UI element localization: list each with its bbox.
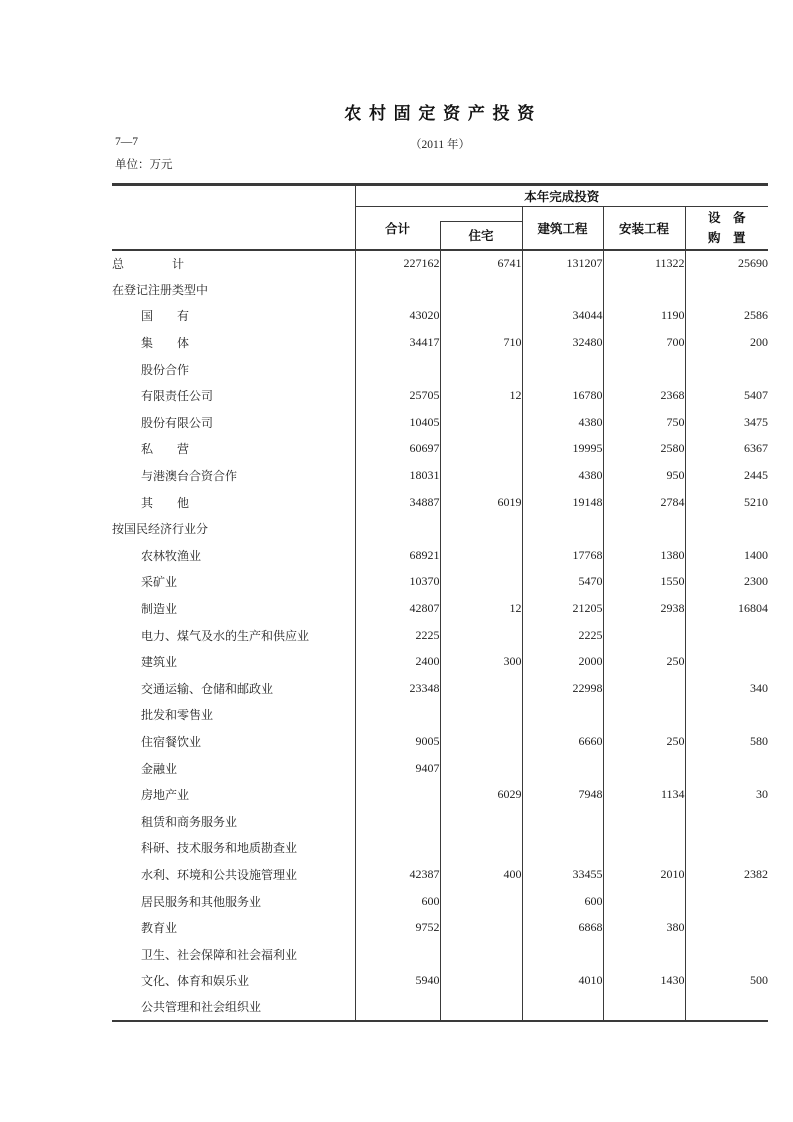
value-cell: 32480 [522, 329, 603, 356]
value-cell [603, 276, 685, 303]
value-cell: 42807 [355, 595, 440, 622]
value-cell: 10370 [355, 569, 440, 596]
value-cell: 710 [440, 329, 522, 356]
table-header [112, 185, 768, 250]
table-row [112, 569, 768, 596]
row-label: 金融业 [141, 761, 178, 776]
row-label: 房地产业 [141, 788, 190, 803]
table-row [112, 994, 768, 1021]
value-cell [440, 914, 522, 941]
value-cell: 131207 [522, 250, 603, 277]
value-cell: 227162 [355, 250, 440, 277]
value-cell: 300 [440, 648, 522, 675]
value-cell: 2586 [685, 303, 768, 330]
value-cell [355, 515, 440, 542]
row-label: 教育业 [141, 921, 178, 936]
table-row [112, 808, 768, 835]
value-cell: 5940 [355, 968, 440, 995]
value-cell: 19148 [522, 489, 603, 516]
table-row [112, 675, 768, 702]
value-cell [685, 622, 768, 649]
table-row [112, 250, 768, 277]
value-cell: 16804 [685, 595, 768, 622]
value-cell [685, 835, 768, 862]
row-label: 私 营 [141, 442, 190, 457]
value-cell [355, 994, 440, 1021]
value-cell [603, 994, 685, 1021]
col-header-equipment-line1: 设 备 [708, 210, 746, 225]
value-cell [440, 888, 522, 915]
value-cell [355, 702, 440, 729]
value-cell: 5470 [522, 569, 603, 596]
sheet [112, 0, 768, 1122]
table-row [112, 356, 768, 383]
row-label: 与港澳台合资合作 [141, 469, 238, 484]
row-label: 国 有 [141, 309, 190, 324]
value-cell [685, 755, 768, 782]
row-label: 股份合作 [141, 362, 190, 377]
row-label: 采矿业 [141, 575, 178, 590]
row-label: 科研、技术服务和地质勘查业 [141, 841, 298, 856]
table-row [112, 303, 768, 330]
value-cell [685, 356, 768, 383]
value-cell: 2938 [603, 595, 685, 622]
value-cell: 200 [685, 329, 768, 356]
value-cell: 1190 [603, 303, 685, 330]
value-cell [440, 728, 522, 755]
table-row [112, 781, 768, 808]
value-cell: 400 [440, 861, 522, 888]
value-cell [355, 356, 440, 383]
value-cell [685, 515, 768, 542]
table-row [112, 968, 768, 995]
value-cell [440, 702, 522, 729]
value-cell: 2382 [685, 861, 768, 888]
row-label: 有限责任公司 [141, 389, 214, 404]
col-header-construction: 建筑工程 [522, 207, 603, 250]
value-cell: 21205 [522, 595, 603, 622]
value-cell: 34887 [355, 489, 440, 516]
value-cell [603, 888, 685, 915]
value-cell [603, 702, 685, 729]
value-cell [522, 276, 603, 303]
col-header-housing: 住宅 [440, 222, 522, 250]
value-cell [355, 276, 440, 303]
value-cell: 12 [440, 382, 522, 409]
table-row [112, 489, 768, 516]
value-cell: 18031 [355, 462, 440, 489]
value-cell [685, 702, 768, 729]
row-label: 住宿餐饮业 [141, 734, 202, 749]
value-cell: 7948 [522, 781, 603, 808]
value-cell [440, 462, 522, 489]
value-cell: 1400 [685, 542, 768, 569]
value-cell: 2784 [603, 489, 685, 516]
table-number: 7—7 [115, 136, 138, 148]
row-label: 卫生、社会保障和社会福利业 [141, 947, 298, 962]
value-cell: 25705 [355, 382, 440, 409]
stub-head-cell [112, 185, 355, 250]
table-row [112, 755, 768, 782]
row-label: 水利、环境和公共设施管理业 [141, 867, 298, 882]
table-row [112, 276, 768, 303]
value-cell: 25690 [685, 250, 768, 277]
value-cell [440, 569, 522, 596]
value-cell [522, 994, 603, 1021]
col-header-equipment-line2: 购 置 [708, 230, 746, 245]
value-cell [603, 835, 685, 862]
value-cell: 6741 [440, 250, 522, 277]
value-cell [522, 515, 603, 542]
value-cell: 43020 [355, 303, 440, 330]
col-header-installation: 安装工程 [603, 207, 685, 250]
row-label: 农林牧渔业 [141, 548, 202, 563]
value-cell [440, 675, 522, 702]
unit-label: 单位：万元 [115, 159, 173, 171]
row-label: 股份有限公司 [141, 415, 214, 430]
table-row [112, 382, 768, 409]
value-cell: 580 [685, 728, 768, 755]
table-row [112, 409, 768, 436]
value-cell [522, 835, 603, 862]
value-cell [685, 808, 768, 835]
table-row [112, 436, 768, 463]
value-cell: 2010 [603, 861, 685, 888]
value-cell: 2368 [603, 382, 685, 409]
table-row [112, 462, 768, 489]
row-label: 按国民经济行业分 [112, 522, 209, 537]
page-title: 农 村 固 定 资 产 投 资 [344, 104, 536, 123]
value-cell [440, 303, 522, 330]
value-cell: 1380 [603, 542, 685, 569]
value-cell: 33455 [522, 861, 603, 888]
value-cell [685, 941, 768, 968]
value-cell [440, 436, 522, 463]
value-cell [603, 675, 685, 702]
value-cell [440, 755, 522, 782]
row-label: 电力、煤气及水的生产和供应业 [141, 628, 310, 643]
value-cell [440, 835, 522, 862]
table-row [112, 542, 768, 569]
value-cell [603, 941, 685, 968]
value-cell: 2225 [522, 622, 603, 649]
value-cell: 6367 [685, 436, 768, 463]
value-cell: 34417 [355, 329, 440, 356]
value-cell [603, 356, 685, 383]
value-cell [440, 542, 522, 569]
value-cell [440, 515, 522, 542]
value-cell: 6868 [522, 914, 603, 941]
value-cell: 600 [522, 888, 603, 915]
value-cell: 42387 [355, 861, 440, 888]
value-cell: 1430 [603, 968, 685, 995]
table-row [112, 622, 768, 649]
value-cell: 6019 [440, 489, 522, 516]
value-cell [685, 994, 768, 1021]
value-cell [685, 888, 768, 915]
meta-row [112, 136, 768, 152]
row-label: 制造业 [141, 602, 178, 617]
value-cell: 60697 [355, 436, 440, 463]
table-row [112, 914, 768, 941]
value-cell: 1550 [603, 569, 685, 596]
value-cell: 16780 [522, 382, 603, 409]
row-label: 居民服务和其他服务业 [141, 894, 262, 909]
value-cell [685, 648, 768, 675]
value-cell: 6029 [440, 781, 522, 808]
value-cell [522, 941, 603, 968]
value-cell: 700 [603, 329, 685, 356]
value-cell: 250 [603, 728, 685, 755]
row-label: 其 他 [141, 495, 190, 510]
value-cell: 19995 [522, 436, 603, 463]
value-cell: 9005 [355, 728, 440, 755]
table-row [112, 648, 768, 675]
value-cell: 1134 [603, 781, 685, 808]
value-cell: 34044 [522, 303, 603, 330]
value-cell [355, 781, 440, 808]
ghost-cell [440, 207, 522, 222]
value-cell: 68921 [355, 542, 440, 569]
value-cell: 9407 [355, 755, 440, 782]
value-cell: 9752 [355, 914, 440, 941]
value-cell: 6660 [522, 728, 603, 755]
value-cell [440, 356, 522, 383]
value-cell: 2445 [685, 462, 768, 489]
value-cell [522, 356, 603, 383]
year-label: （2011 年） [410, 139, 470, 151]
row-label: 公共管理和社会组织业 [141, 1000, 262, 1015]
value-cell: 340 [685, 675, 768, 702]
value-cell: 10405 [355, 409, 440, 436]
table-row [112, 861, 768, 888]
value-cell [440, 622, 522, 649]
value-cell [522, 702, 603, 729]
col-header-equipment [685, 207, 768, 250]
value-cell: 750 [603, 409, 685, 436]
value-cell [355, 941, 440, 968]
table-row [112, 941, 768, 968]
row-label: 在登记注册类型中 [112, 282, 209, 297]
value-cell: 5210 [685, 489, 768, 516]
value-cell: 4010 [522, 968, 603, 995]
value-cell: 17768 [522, 542, 603, 569]
value-cell: 4380 [522, 462, 603, 489]
value-cell: 23348 [355, 675, 440, 702]
value-cell [440, 808, 522, 835]
table-body [112, 250, 768, 1021]
investment-table [112, 183, 768, 1022]
value-cell: 500 [685, 968, 768, 995]
value-cell [440, 994, 522, 1021]
value-cell [355, 835, 440, 862]
value-cell: 250 [603, 648, 685, 675]
value-cell [685, 914, 768, 941]
row-label: 交通运输、仓储和邮政业 [141, 681, 274, 696]
table-row [112, 595, 768, 622]
value-cell: 12 [440, 595, 522, 622]
value-cell: 2225 [355, 622, 440, 649]
value-cell [603, 755, 685, 782]
row-label: 总 计 [112, 250, 355, 277]
value-cell: 2580 [603, 436, 685, 463]
value-cell [685, 276, 768, 303]
value-cell [440, 276, 522, 303]
value-cell: 2000 [522, 648, 603, 675]
row-label: 租赁和商务服务业 [141, 814, 238, 829]
value-cell: 30 [685, 781, 768, 808]
value-cell [603, 515, 685, 542]
value-cell: 2400 [355, 648, 440, 675]
value-cell: 5407 [685, 382, 768, 409]
table-row [112, 888, 768, 915]
value-cell [440, 968, 522, 995]
value-cell [355, 808, 440, 835]
value-cell: 4380 [522, 409, 603, 436]
value-cell [522, 808, 603, 835]
col-header-total: 合计 [355, 207, 440, 250]
value-cell: 2300 [685, 569, 768, 596]
table-row [112, 329, 768, 356]
row-label: 文化、体育和娱乐业 [141, 974, 250, 989]
value-cell: 22998 [522, 675, 603, 702]
group-header-cell: 本年完成投资 [355, 185, 768, 207]
value-cell: 3475 [685, 409, 768, 436]
table-row [112, 515, 768, 542]
value-cell [440, 409, 522, 436]
value-cell: 380 [603, 914, 685, 941]
value-cell: 600 [355, 888, 440, 915]
value-cell [522, 755, 603, 782]
table-row [112, 835, 768, 862]
row-label: 批发和零售业 [141, 708, 214, 723]
row-label: 集 体 [141, 336, 190, 351]
table-row [112, 702, 768, 729]
value-cell [603, 808, 685, 835]
table-row [112, 728, 768, 755]
value-cell [440, 941, 522, 968]
row-label: 建筑业 [141, 655, 178, 670]
value-cell: 950 [603, 462, 685, 489]
value-cell: 11322 [603, 250, 685, 277]
value-cell [603, 622, 685, 649]
